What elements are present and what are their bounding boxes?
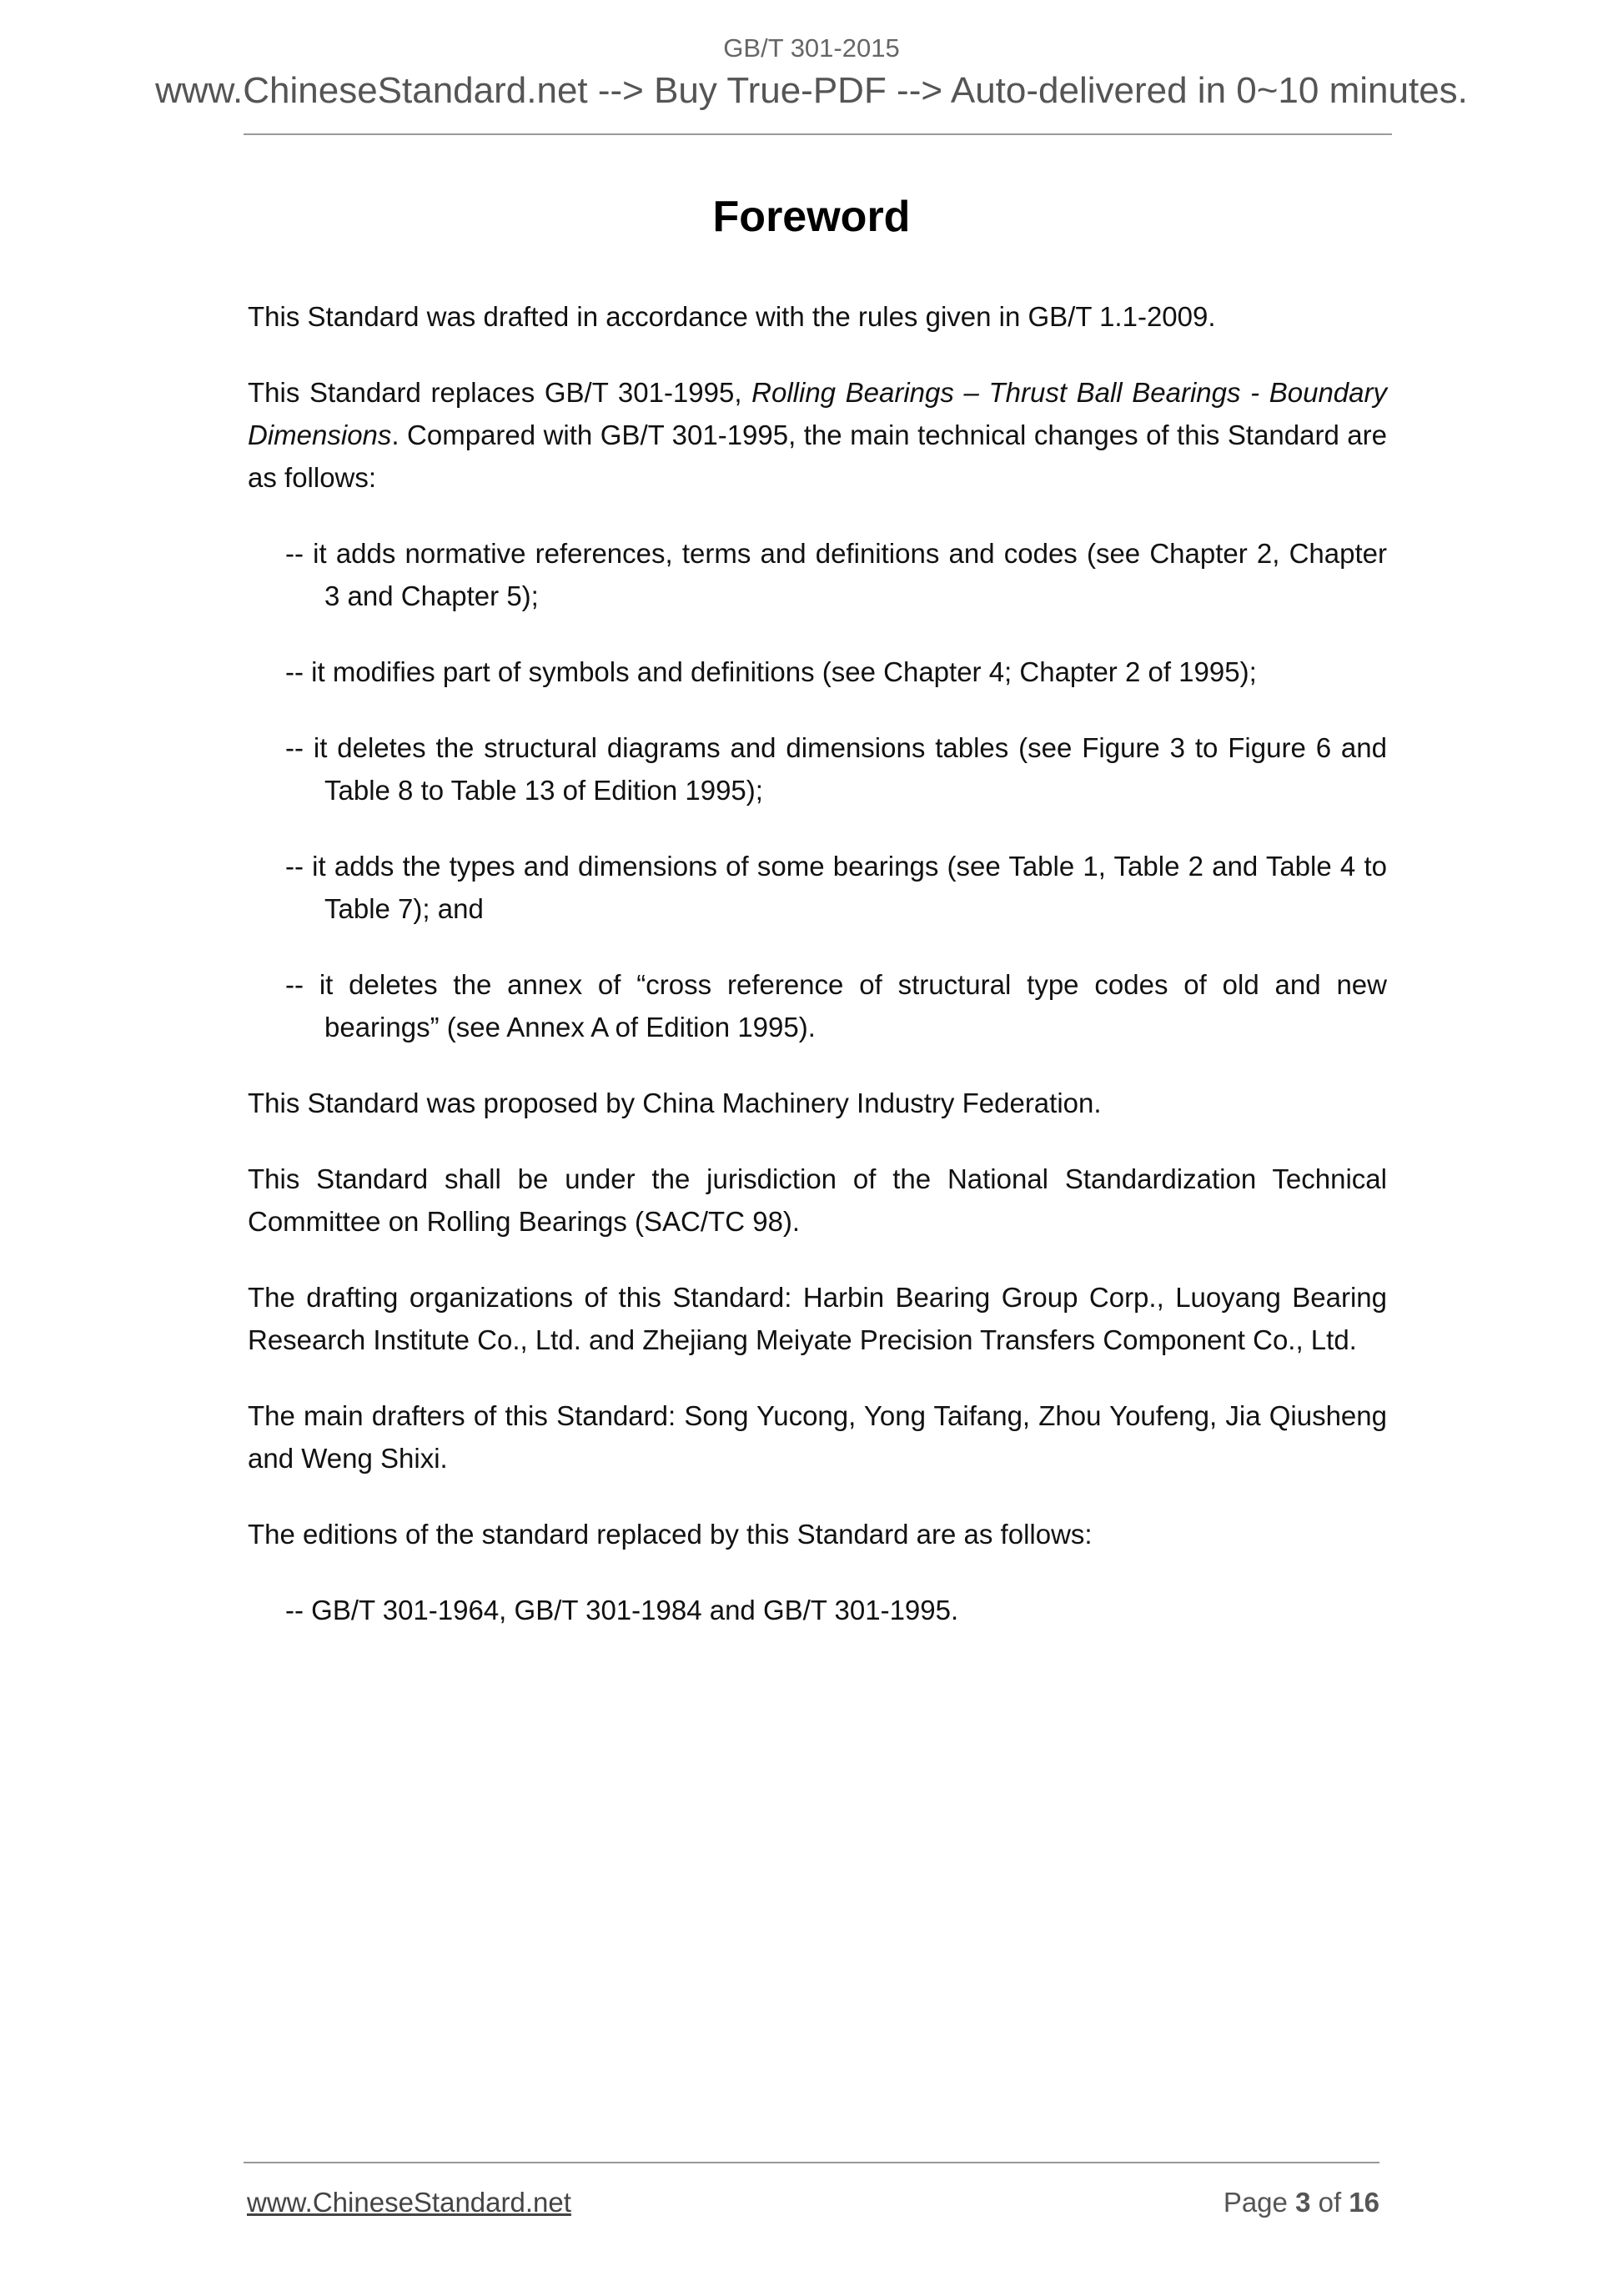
total-pages: 16 bbox=[1349, 2187, 1379, 2218]
page-number bbox=[1224, 2187, 1379, 2218]
footer-website-link[interactable]: www.ChineseStandard.net bbox=[247, 2187, 571, 2218]
header-standard-number: GB/T 301-2015 bbox=[723, 33, 900, 63]
document-body bbox=[248, 295, 1387, 1665]
paragraph: This Standard was drafted in accordance with the rules given in GB/T 1.1-2009. bbox=[248, 301, 1216, 332]
header-divider bbox=[244, 133, 1392, 135]
paragraph: This Standard was proposed by China Machinery Industry Federation. bbox=[248, 1088, 1102, 1118]
paragraph: The editions of the standard replaced by this Standard are as follows: bbox=[248, 1519, 1093, 1550]
paragraph-text: . Compared with GB/T 301-1995, the main technical changes of this Standard are as follows: bbox=[248, 420, 1387, 493]
list-item: -- it deletes the annex of “cross reference of structural type codes of old and new bearings” (see Annex A of Edition 1995). bbox=[285, 969, 1387, 1042]
paragraph: The drafting organizations of this Standard: Harbin Bearing Group Corp., Luoyang Bearing Research Institute Co., Ltd. and Zhejiang Meiyate Precision Transfers Component Co., Ltd. bbox=[248, 1282, 1387, 1355]
list-item: -- it adds normative references, terms and definitions and codes (see Chapter 2, Chapter 3 and Chapter 5); bbox=[285, 538, 1387, 611]
standard-title-italic: Rolling Bearings – Thrust Ball Bearings - Boundary Dimensions bbox=[248, 377, 1387, 450]
paragraph bbox=[248, 371, 1387, 499]
page-title: Foreword bbox=[712, 193, 911, 241]
list-item: -- it deletes the structural diagrams and dimensions tables (see Figure 3 to Figure 6 and Table 8 to Table 13 of Edition 1995); bbox=[285, 732, 1387, 806]
list-item: -- GB/T 301-1964, GB/T 301-1984 and GB/T 301-1995. bbox=[285, 1595, 959, 1625]
footer-divider bbox=[244, 2162, 1379, 2163]
page-of-label: of bbox=[1310, 2187, 1349, 2218]
list-item: -- it adds the types and dimensions of some bearings (see Table 1, Table 2 and Table 4 to Table 7); and bbox=[285, 851, 1387, 924]
paragraph: This Standard shall be under the jurisdiction of the National Standardization Technical Committee on Rolling Bearings (SAC/TC 98). bbox=[248, 1163, 1387, 1237]
header-banner: www.ChineseStandard.net --> Buy True-PDF --> Auto-delivered in 0~10 minutes. bbox=[155, 70, 1468, 111]
paragraph-text: This Standard replaces GB/T 301-1995, bbox=[248, 377, 752, 408]
list-item: -- it modifies part of symbols and definitions (see Chapter 4; Chapter 2 of 1995); bbox=[285, 656, 1257, 687]
paragraph: The main drafters of this Standard: Song Yucong, Yong Taifang, Zhou Youfeng, Jia Qiusheng and Weng Shixi. bbox=[248, 1400, 1387, 1474]
current-page: 3 bbox=[1295, 2187, 1311, 2218]
page-label: Page bbox=[1223, 2187, 1296, 2218]
